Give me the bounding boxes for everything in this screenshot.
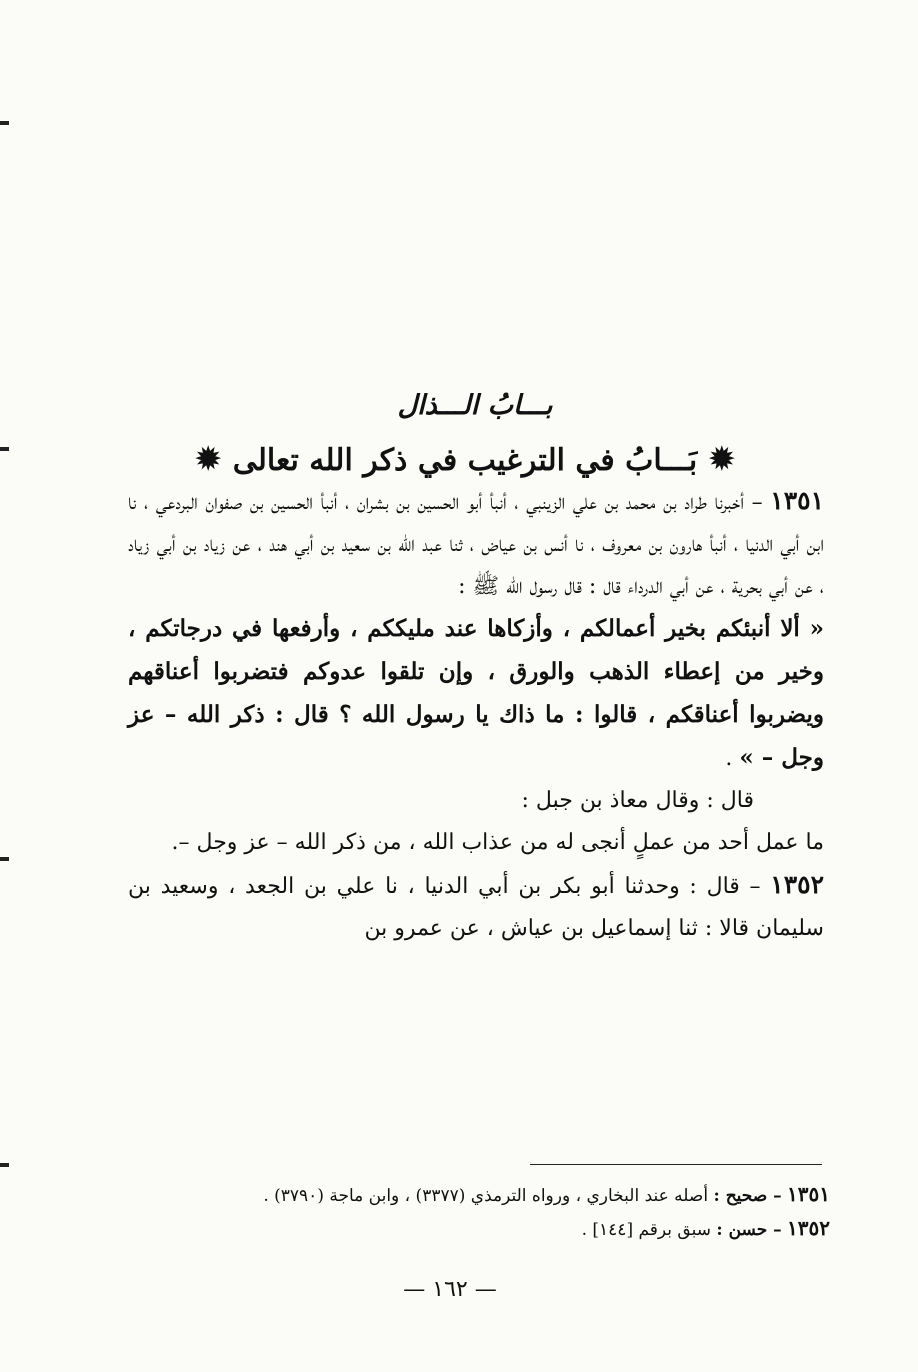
page-number: — ١٦٢ — [403,1277,497,1302]
main-text [128,480,824,950]
hadith-1351-matn-paragraph [128,608,824,780]
footnotes [60,1178,830,1246]
footnote [60,1212,830,1246]
hadith-number: ١٣٥١ [770,486,824,515]
star-ornament-icon: ✹ [709,442,735,477]
hadith-matn-end: . [725,746,740,771]
footnote-number: ١٣٥٢ [787,1216,830,1240]
footnote-divider [530,1164,822,1165]
footnote-text: أصله عند البخاري ، ورواه الترمذي (٣٣٧٧) ، وابن ماجة (٣٧٩٠) . [263,1186,714,1206]
footnote-number: ١٣٥١ [787,1182,830,1206]
footnote-text: سبق برقم [١٤٤] . [581,1220,717,1240]
hadith-1351-isnad-paragraph [128,480,824,608]
hadith-matn: « ألا أنبئكم بخير أعمالكم ، وأزكاها عند مليككم ، وأرفعها في درجاتكم ، وخير من إعطاء الذهب والورق ، وإن تلقوا عدوكم فتضربوا أعناقهم ويضربوا أعناقكم ، قالوا : ما ذاك يا رسول الله ؟ قال : ذكر الله – عز وجل – » [128,615,824,771]
muadh-saying: ما عمل أحد من عملٍ أنجى له من عذاب الله ، من ذكر الله – عز وجل –. [171,830,824,855]
hadith-number: ١٣٥٢ [770,870,824,899]
footnote-grade: – حسن : [716,1220,782,1240]
page-edge-mark [0,857,9,861]
chapter-heading [180,435,750,485]
page-edge-mark [0,447,9,451]
footnote [60,1178,830,1212]
muadh-intro: قال : وقال معاذ بن جبل : [521,788,754,813]
star-ornament-icon: ✹ [195,442,221,477]
page-edge-mark [0,121,9,125]
chapter-title: بَـــابُ في الترغيب في ذكر الله تعالى [232,442,698,478]
footnote-grade: – صحيح : [713,1186,782,1206]
hadith-1352-paragraph [128,864,824,950]
hadith-text: – قال : وحدثنا أبو بكر بن أبي الدنيا ، نا علي بن الجعد ، وسعيد بن سليمان قالا : ثنا إسماعيل بن عياش ، عن عمرو بن [128,874,824,941]
section-title: بـــابُ الـــذال [397,390,553,421]
page-edge-mark [0,1163,9,1167]
hadith-isnad: – أخبرنا طراد بن محمد بن علي الزينبي ، أنبأ أبو الحسين بن بشران ، أنبأ الحسين بن صفوان البردعي ، نا ابن أبي الدنيا ، أنبأ هارون بن معروف ، نا أنس بن عياض ، ثنا عبد الله بن سعيد بن أبي هند ، عن زياد بن أبي زياد ، عن أبي بحرية ، عن أبي الدرداء قال : قال رسول الله ﷺ : [128,490,824,599]
